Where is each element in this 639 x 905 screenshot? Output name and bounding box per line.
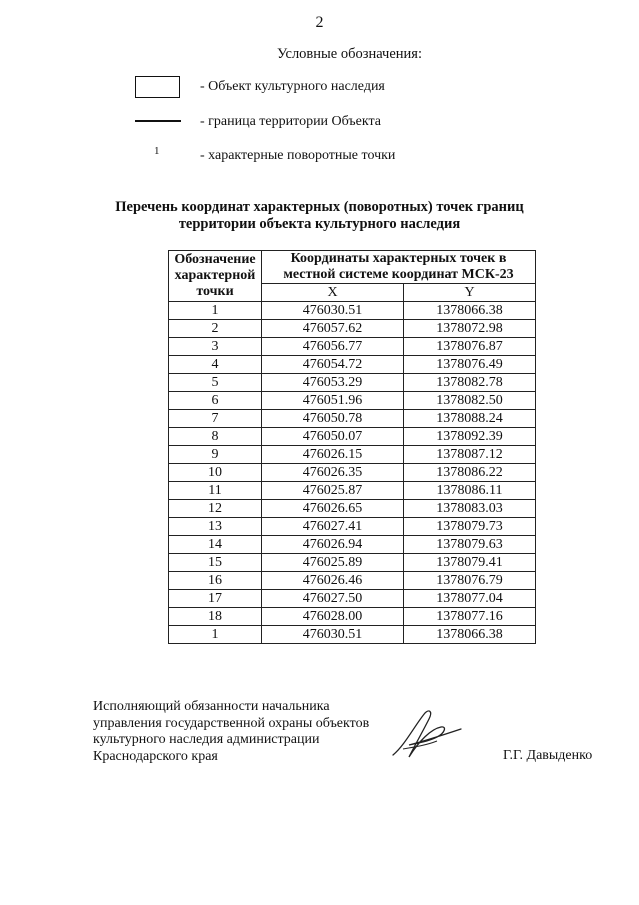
legend-object-symbol xyxy=(135,76,180,98)
legend-title: Условные обозначения: xyxy=(276,46,423,62)
table-row xyxy=(169,482,536,500)
table-row xyxy=(169,500,536,518)
table-title xyxy=(0,199,639,233)
cell-point-number: 13 xyxy=(169,518,262,536)
table-row xyxy=(169,338,536,356)
table-title-line-1: Перечень координат характерных (поворотных) точек границ xyxy=(115,199,524,215)
legend-point-label: - характерные поворотные точки xyxy=(200,148,396,163)
table-row xyxy=(169,590,536,608)
cell-y: 1378076.79 xyxy=(404,572,536,590)
cell-point-number: 12 xyxy=(169,500,262,518)
signer-name: Г.Г. Давыденко xyxy=(503,748,593,763)
cell-x: 476028.00 xyxy=(262,608,404,626)
legend-boundary-label: - граница территории Объекта xyxy=(200,114,382,129)
cell-y: 1378088.24 xyxy=(404,410,536,428)
legend-point-symbol: 1 xyxy=(154,145,160,157)
cell-x: 476050.07 xyxy=(262,428,404,446)
cell-y: 1378066.38 xyxy=(404,302,536,320)
table-row xyxy=(169,518,536,536)
cell-x: 476026.65 xyxy=(262,500,404,518)
cell-point-number: 2 xyxy=(169,320,262,338)
table-row xyxy=(169,410,536,428)
cell-point-number: 14 xyxy=(169,536,262,554)
cell-y: 1378076.87 xyxy=(404,338,536,356)
header-y: Y xyxy=(404,284,536,302)
cell-point-number: 10 xyxy=(169,464,262,482)
table-row xyxy=(169,428,536,446)
cell-x: 476027.50 xyxy=(262,590,404,608)
cell-x: 476056.77 xyxy=(262,338,404,356)
header-point-designation: Обозначение характерной точки xyxy=(169,251,262,302)
cell-point-number: 1 xyxy=(169,302,262,320)
cell-point-number: 8 xyxy=(169,428,262,446)
cell-point-number: 11 xyxy=(169,482,262,500)
cell-x: 476030.51 xyxy=(262,302,404,320)
cell-y: 1378082.78 xyxy=(404,374,536,392)
coordinates-table xyxy=(168,250,536,644)
cell-y: 1378066.38 xyxy=(404,626,536,644)
cell-point-number: 1 xyxy=(169,626,262,644)
cell-point-number: 16 xyxy=(169,572,262,590)
legend-boundary-symbol xyxy=(135,120,181,122)
cell-y: 1378086.22 xyxy=(404,464,536,482)
table-row xyxy=(169,464,536,482)
cell-point-number: 9 xyxy=(169,446,262,464)
table-row xyxy=(169,536,536,554)
cell-x: 476026.94 xyxy=(262,536,404,554)
table-row xyxy=(169,302,536,320)
cell-y: 1378079.63 xyxy=(404,536,536,554)
cell-y: 1378072.98 xyxy=(404,320,536,338)
cell-y: 1378076.49 xyxy=(404,356,536,374)
cell-x: 476054.72 xyxy=(262,356,404,374)
header-coordinates: Координаты характерных точек в местной системе координат МСК-23 xyxy=(262,251,536,284)
header-x: X xyxy=(262,284,404,302)
cell-x: 476030.51 xyxy=(262,626,404,644)
cell-y: 1378086.11 xyxy=(404,482,536,500)
cell-y: 1378082.50 xyxy=(404,392,536,410)
table-row xyxy=(169,608,536,626)
table-row xyxy=(169,626,536,644)
cell-x: 476027.41 xyxy=(262,518,404,536)
cell-x: 476025.87 xyxy=(262,482,404,500)
cell-y: 1378079.41 xyxy=(404,554,536,572)
cell-point-number: 15 xyxy=(169,554,262,572)
table-row xyxy=(169,374,536,392)
table-row xyxy=(169,446,536,464)
cell-x: 476026.46 xyxy=(262,572,404,590)
legend-object-label: - Объект культурного наследия xyxy=(200,79,385,94)
table-row xyxy=(169,554,536,572)
cell-y: 1378087.12 xyxy=(404,446,536,464)
cell-point-number: 17 xyxy=(169,590,262,608)
page-number: 2 xyxy=(315,14,324,31)
cell-x: 476057.62 xyxy=(262,320,404,338)
table-header-row xyxy=(169,251,536,284)
cell-point-number: 3 xyxy=(169,338,262,356)
table-row xyxy=(169,572,536,590)
cell-point-number: 18 xyxy=(169,608,262,626)
table-row xyxy=(169,356,536,374)
cell-point-number: 7 xyxy=(169,410,262,428)
cell-y: 1378092.39 xyxy=(404,428,536,446)
table-title-line-2: территории объекта культурного наследия xyxy=(178,216,461,232)
cell-x: 476053.29 xyxy=(262,374,404,392)
cell-x: 476026.15 xyxy=(262,446,404,464)
cell-y: 1378077.16 xyxy=(404,608,536,626)
table-row xyxy=(169,320,536,338)
signature-image xyxy=(385,705,465,765)
cell-x: 476051.96 xyxy=(262,392,404,410)
cell-y: 1378083.03 xyxy=(404,500,536,518)
cell-x: 476026.35 xyxy=(262,464,404,482)
cell-point-number: 4 xyxy=(169,356,262,374)
cell-y: 1378079.73 xyxy=(404,518,536,536)
cell-point-number: 6 xyxy=(169,392,262,410)
cell-point-number: 5 xyxy=(169,374,262,392)
cell-x: 476025.89 xyxy=(262,554,404,572)
signer-title: Исполняющий обязанности начальника управления государственной охраны объектов культурного наследия администрации Краснодарского края xyxy=(93,699,370,764)
table-row xyxy=(169,392,536,410)
cell-x: 476050.78 xyxy=(262,410,404,428)
cell-y: 1378077.04 xyxy=(404,590,536,608)
